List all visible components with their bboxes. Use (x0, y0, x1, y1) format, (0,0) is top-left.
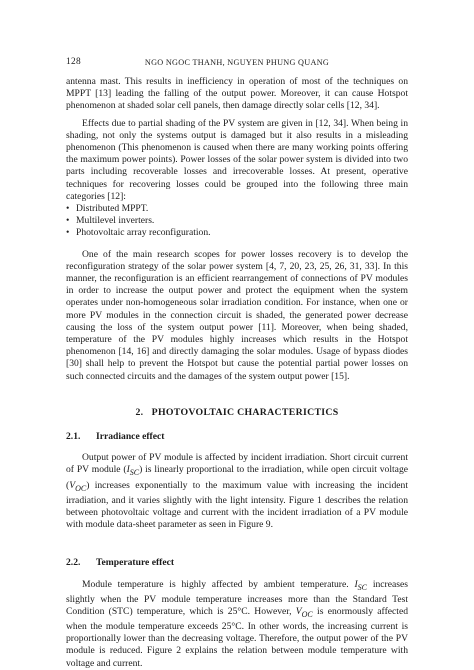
running-header (66, 57, 408, 69)
paragraph-irradiance: Output power of PV module is affected by incident irradiation. Short circuit current of PV module $(I_{SC})$ is linearly proportional to the irradiation, while open circuit voltage $(V_{OC})$ increases exponentially to the maximum value with increasing the incident irradiation, and it varies slightly with the light intensity. Figure 1 describes the relation between photovoltaic voltage and current with the incident irradiation of a PV module with module data-sheet parameter as seen in Figure 9. (66, 452, 408, 531)
page-number: 128 (66, 57, 81, 67)
section-title: PHOTOVOLTAIC CHARACTERICTICS (151, 406, 339, 418)
subsection-number: 2.1. (66, 431, 81, 443)
section-heading (66, 407, 408, 419)
section-number: 2. (135, 406, 144, 418)
list-item: • Multilevel inverters. (66, 215, 408, 227)
running-title: NGO NGOC THANH, NGUYEN PHUNG QUANG (144, 58, 330, 67)
list-item: • Distributed MPPT. (66, 203, 408, 215)
subsection-title: Irradiance effect (96, 431, 165, 443)
subsection-number: 2.2. (66, 557, 81, 569)
paragraph-reconfiguration: One of the main research scopes for power losses recovery is to develop the reconfiguration strategy of the solar power system [4, 7, 20, 23, 25, 26, 31, 33]. In this manner, the reconfiguration is an efficient rearrangement of connections of PV modules in order to increase the output power and protect the equipment when the system operates under non-homogeneous solar irradiation condition. For instance, when one or more PV modules in the connection circuit is shaded, the generated power decrease causing the loss of the system output power [11]. Moreover, when being shaded, temperature of the PV modules highly increases which results in the Hotspot phenomenon [14, 16] and directly damaging the solar modules. Usage of bypass diodes [30] shall help to prevent the Hotspot but cause the potential partial power losses on such connected circuits and the damages of the system output power [15]. (66, 248, 408, 382)
subsection-title: Temperature effect (96, 557, 175, 569)
category-list (66, 203, 408, 240)
paragraph-continued: antenna mast. This results in inefficiency in operation of most of the techniques on MPPT [13] leading the falling of the output power. Moreover, it can cause Hotspot phenomenon at shaded solar cell panels, then damage directly solar cells [12, 34]. (66, 76, 408, 112)
paragraph-temperature: Module temperature is highly affected by ambient temperature. $I_{SC}$ increases slightly when the PV module temperature increases more than the Standard Test Condition (STC) temperature, which is 25°C. However, $V_{OC}$ is enormously affected when the module temperature exceeds 25°C. In other words, the increasing current is proportionally lower than the decreasing voltage. Therefore, the output power of the PV module is reduced. Figure 2 explains the relation between module temperature with voltage and current. (66, 578, 409, 669)
body-text (66, 76, 408, 670)
subsection-heading (66, 431, 408, 443)
list-item: • Photovoltaic array reconfiguration. (66, 227, 408, 239)
paragraph-partial-shading: Effects due to partial shading of the PV system are given in [12, 34]. When being in shading, not only the systems output is damaged but it also results in a misleading phenomenon (This phenomenon is caused when there are many working points offering the maximum power points). Power losses of the solar power system is divided into two parts including recoverable losses and irrecoverable losses. At present, operative techniques for recovering losses could be grouped into the following three main categories [12]: (66, 117, 408, 202)
subsection-heading (66, 557, 408, 569)
